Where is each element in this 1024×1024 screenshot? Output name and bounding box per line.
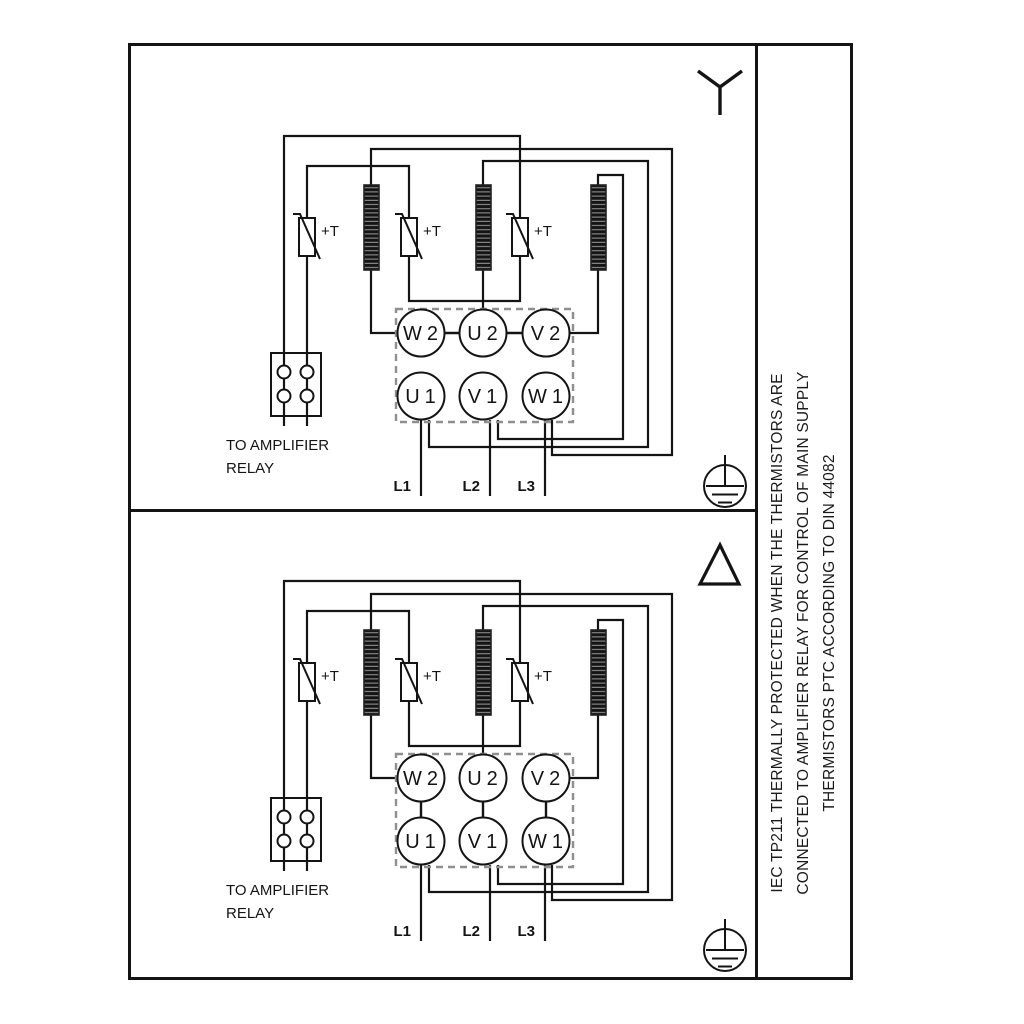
supply-label-l2: L2 — [462, 923, 480, 940]
supply-label-l3: L3 — [517, 923, 535, 940]
amplifier-relay-block — [271, 353, 321, 416]
coil-u — [476, 630, 491, 715]
panel-delta-connection — [131, 512, 755, 977]
relay-note-line2: RELAY — [226, 905, 275, 922]
thermistor-label: +T — [534, 223, 552, 240]
thermistor-3 — [506, 659, 533, 704]
coil-w — [364, 630, 379, 715]
terminal-labels — [403, 768, 568, 853]
amplifier-relay-block — [271, 798, 321, 861]
supply-labels — [393, 478, 535, 495]
supply-label-l3: L3 — [517, 478, 535, 495]
supply-label-l2: L2 — [462, 478, 480, 495]
terminal-v2-label: V2 — [530, 323, 566, 345]
terminal-w1-label: W1 — [528, 831, 568, 853]
thermistor-1 — [293, 659, 320, 704]
diagram-column — [131, 46, 758, 977]
coil-w — [364, 185, 379, 270]
star-schematic — [131, 46, 755, 509]
thermistor-2 — [395, 659, 422, 704]
coil-v — [591, 185, 606, 270]
diagram-frame — [128, 43, 853, 980]
thermistor-label: +T — [423, 223, 441, 240]
coil-v — [591, 630, 606, 715]
terminal-v1-label: V1 — [467, 386, 503, 408]
terminal-w2-label: W2 — [403, 323, 443, 345]
side-note-line-1: IEC TP211 THERMALLY PROTECTED WHEN THE THERMISTORS ARE — [769, 373, 786, 893]
thermistor-label: +T — [534, 668, 552, 685]
thermistor-2 — [395, 214, 422, 259]
side-note-line-2: CONNECTED TO AMPLIFIER RELAY FOR CONTROL OF MAIN SUPPLY — [795, 371, 812, 895]
thermistor-label: +T — [423, 668, 441, 685]
terminal-u1-label: U1 — [405, 386, 441, 408]
side-note-line-3: THERMISTORS PTC ACCORDING TO DIN 44082 — [821, 454, 838, 812]
ground-icon — [704, 919, 746, 971]
relay-note-line2: RELAY — [226, 460, 275, 477]
terminal-u2-label: U2 — [467, 323, 503, 345]
terminal-labels — [403, 323, 568, 408]
delta-icon — [700, 545, 739, 584]
thermistor-1 — [293, 214, 320, 259]
delta-bridge-links — [421, 802, 546, 818]
terminal-w1-label: W1 — [528, 386, 568, 408]
thermistor-label: +T — [321, 223, 339, 240]
terminal-v2-label: V2 — [530, 768, 566, 790]
supply-label-l1: L1 — [393, 923, 411, 940]
side-note-text — [765, 371, 843, 894]
star-icon — [698, 71, 742, 115]
thermistor-label: +T — [321, 668, 339, 685]
coil-u — [476, 185, 491, 270]
delta-schematic — [131, 512, 755, 974]
terminal-u1-label: U1 — [405, 831, 441, 853]
terminal-u2-label: U2 — [467, 768, 503, 790]
panel-star-connection — [131, 46, 755, 512]
thermistor-3 — [506, 214, 533, 259]
relay-note-line1: TO AMPLIFIER — [226, 882, 330, 899]
relay-note-line1: TO AMPLIFIER — [226, 437, 330, 454]
ground-icon — [704, 455, 746, 507]
terminal-w2-label: W2 — [403, 768, 443, 790]
terminal-v1-label: V1 — [467, 831, 503, 853]
supply-labels — [393, 923, 535, 940]
supply-label-l1: L1 — [393, 478, 411, 495]
side-note-column — [758, 46, 850, 977]
